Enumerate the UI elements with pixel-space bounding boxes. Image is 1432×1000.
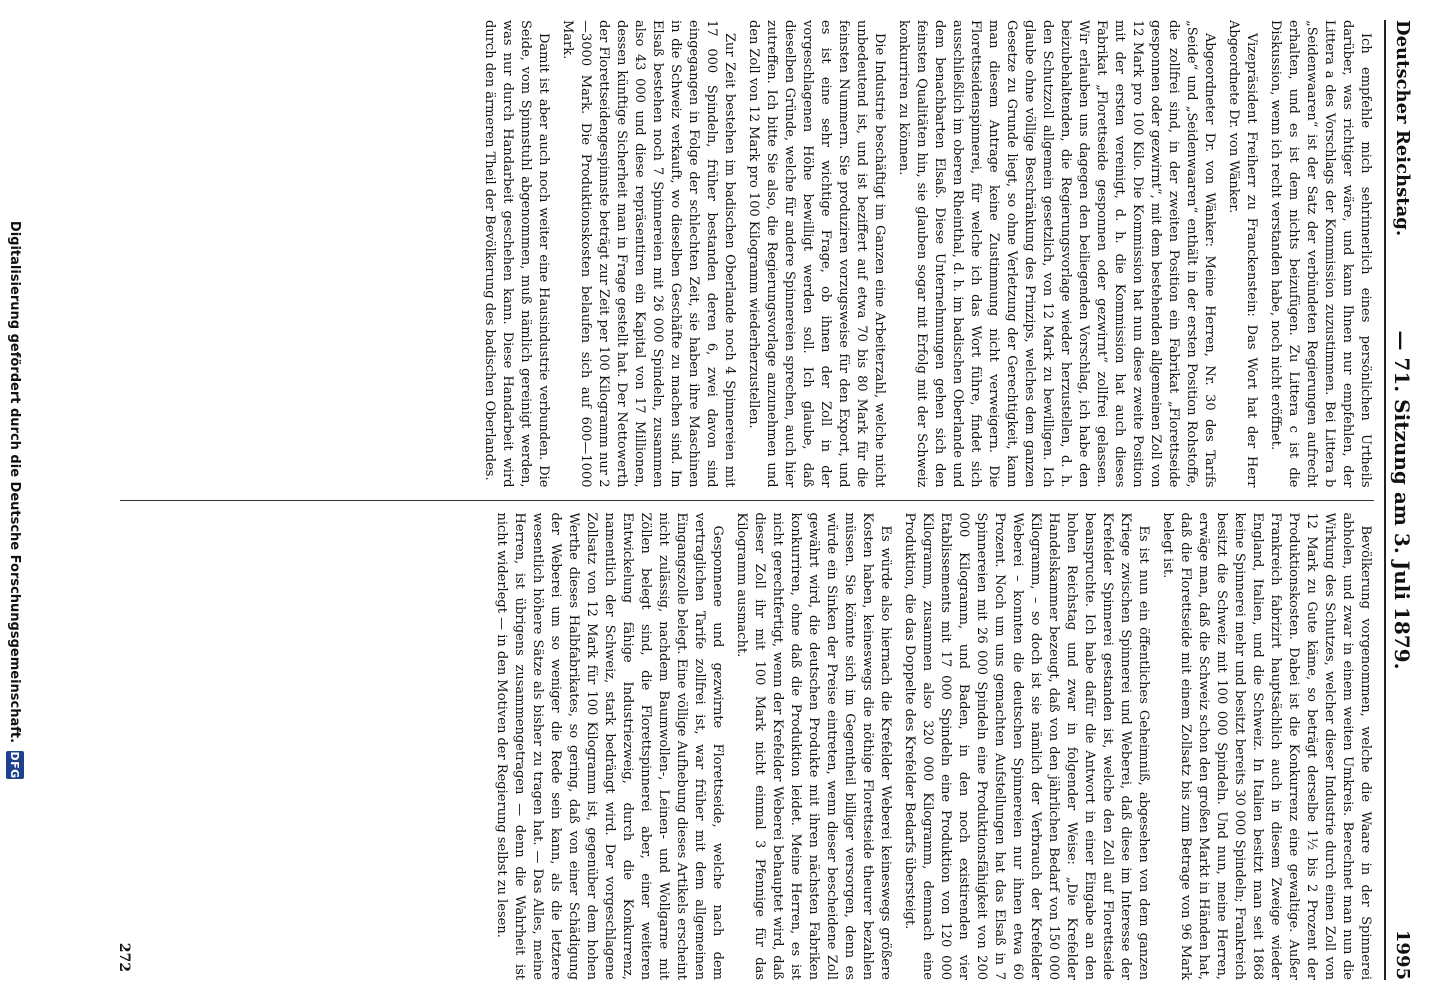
paragraph: Ich empfehle mich sehrinnerlich eines persönlichen Urtheils darüber, was richtiger wäre, und kann Ihnen nur empfehlen, der Littera a des Vorschlags der Kommission zuzustimmen. Bei Littera b „Seidenwaaren“ ist der Satz der verbündeten Regierungen aufrecht erhalten, und es ist dem nichts beizufügen. Zu Littera c ist die Diskussion, wenn ich recht verstanden habe, noch nicht eröffnet.: [1268, 20, 1373, 488]
page-header: [1388, 20, 1416, 980]
dfg-logo: DFG: [6, 751, 24, 779]
header-rule: [1384, 20, 1386, 980]
header-publication: Deutscher Reichstag.: [1392, 20, 1413, 237]
paragraph: Abgeordneter Dr. von Wänker: Meine Herren, Nr. 30 des Tarifs „Seide“ und „Seidenwaaren“ enthält in der ersten Position Rohstoffe, die zollfrei sind, in der zweiten Position ein Fabrikat „Florettseide gesponnen oder gezwirnt“, mit dem bestehenden allgemeinen Zoll von 12 Mark pro 100 Kilo. Die Kommission hat nun diese zweite Position mit der ersten vereinigt, d. h. die Kommission hat auch dieses Fabrikat „Florettseide gesponnen oder gezwirnt“ zollfrei gelassen. Wir erlauben uns dagegen den beiliegenden Vorschlag, ich habe den beizubehaltenden, die Regierungsvorlage wieder herzustellen, d. h. den Schutzzoll allgemein gesetzlich, von 12 Mark zu bewilligen. Ich glaube ohne völlige Beschränkung des Prinzips, welches dem ganzen Gesetze zu Grunde liegt, so ohne Verletzung der Gerechtigkeit, kann man diesem Antrage keine Zustimmung nicht verweigern. Die Florettseidenspinnerei, für welche ich das Wort führe, findet sich ausschließlich im oberen Rheinthal, d. h. im badischen Oberlande und dem benachbarten Elsaß. Diese Unternehmungen gehen sich den feinsten Qualitäten hin, sie glauben sogar mit Erfolg mit der Schweiz konkurriren zu können.: [896, 20, 1217, 488]
column-left: [120, 20, 1374, 488]
header-session: — 71. Sitzung am 3. Juli 1879.: [1390, 330, 1414, 670]
paragraph: Zur Zeit bestehen im badischen Oberlande noch 4 Spinnereien mit 17 000 Spindeln, früher bestanden deren 6, zwei davon sind eingegangen in Folge der schlechten Zeit, sie haben ihre Maschinen in die Schweiz verkauft, wo dieselben Geschäfte zu machen sind. Im Elsaß bestehen noch 7 Spinnereien mit 26 000 Spindeln, zusammen also 43 000 und diese repräsentiren ein Kapital von 17 Millionen, dessen künftige Sicherheit man in Frage gestellt hat. Der Nettowerth der Florettseidengespinnste beträgt zur Zeit per 100 Kilogramm nur 2—3000 Mark. Die Produktionskosten belaufen sich auf 600—1000 Mark.: [560, 20, 737, 488]
header-page-number: 1995: [1392, 929, 1413, 980]
paragraph: Es ist nun ein öffentliches Geheimniß, abgesehen von dem ganzen Kriege zwischen Spinnerei und Weberei, daß diese im Interesse der Krefelder Spinnerei gestanden ist, welche den Zoll auf Florettseide beanspruchte. Ich habe dafür die Antwort in einer Eingabe an den hohen Reichstag und zwar in folgender Weise: „Die Krefelder Handelskammer bezeugt, daß von den jährlichen Bedarf von 150 000 Kilogramm, – so doch ist sie nämlich der Verbrauch der Krefelder Weberei – konnten die deutschen Spinnereien nur ihnen etwa 60 Prozent. Noch um uns gemachten Aufstellungen hat das Elsaß in 7 Spinnereien mit 26 000 Spindeln eine Produktionsfähigkeit von 200 000 Kilogramm, und Baden, in den noch existirenden vier Etablissements mit 17 000 Spindeln eine Produktion von 120 000 Kilogramm, zusammen also 320 000 Kilogramm, demnach eine Produktion, die das Doppelte des Krefelder Bedarfs übersteigt.: [902, 512, 1151, 980]
paragraph: Vizepräsident Freiherr zu Franckenstein: Das Wort hat der Herr Abgeordnete Dr. von Wänker.: [1226, 20, 1259, 488]
paragraph: Gesponnene und gezwirnte Florettseide, welche nach dem vertraglichen Tarife zollfrei ist, war früher mit dem allgemeinen Eingangszolle belegt. Eine völlige Aufhebung dieses Artikels erscheint nicht zulässig, nachdem Baumwollen-, Leinen- und Wollgarne mit Zöllen belegt sind, die Florettspinnerei aber, einer weiteren Entwickelung fähige Industriezweig, durch die Konkurrenz, namentlich der Schweiz, stark bedrängt wird. Der vorgeschlagene Zollsatz von 12 Mark für 100 Kilogramm ist, gegenüber dem hohen Werthe dieses Halbfabrikates, so gering, daß von einer Schädigung der Weberei um so weniger die Rede sein kann, als die letztere wesentlich höhere Sätze als bisher zu tragen hat. — Das Alles, meine Herren, ist übrigens zusammengetragen — denn die Wahrheit ist nicht widerlegt — in den Motiven der Regierung selbst zu lesen.: [494, 512, 725, 980]
paragraph: Es würde also hiernach die Krefelder Weberei keineswegs größere Kosten haben, keineswegs die nöthige Florettseide theurer bezahlen müssen. Sie könnte sich im Gegentheil billiger versorgen, denn es würde ein Sinken der Preise eintreten, wenn dieser bescheidene Zoll gewährt wird, die deutschen Produkte mit ihren nächsten Fabriken konkurriren, ohne daß die Produktion leidet. Meine Herren, es ist nicht gerechtfertigt, wenn der Krefelder Weberei behauptet wird, daß dieser Zoll ihr mit 100 Mark nicht einmal 3 Pfennige für das Kilogramm ausmacht.: [734, 512, 893, 980]
paragraph: Damit ist aber auch noch weiter eine Hausindustrie verbunden. Die Seide, vom Spinnstuhl abgenommen, muß nämlich gereinigt werden, was nur durch Handarbeit geschehen kann. Diese Handarbeit wird durch den ärmeren Theil der Bevölkerung des badischen Oberlandes.: [482, 20, 551, 488]
page-footer-number: 272: [116, 942, 132, 972]
column-divider: [120, 500, 1374, 501]
paragraph: Bevölkerung vorgenommen, welche die Waare in der Spinnerei abholen, und zwar in einem weiten Umkreis. Berechnet man nun die Wirkung des Schutzes, welcher dieser Industrie durch einen Zoll von 12 Mark zu Gute käme, so beträgt derselbe 1½ bis 2 Prozent der Produktionskosten. Dabei ist die Konkurrenz eine gewaltige. Außer Frankreich fabrizirt hauptsächlich auch in diesem Zweige wieder England, Italien, und die Schweiz. In Italien besitzt man seit 1868 keine Spinnerei mehr und besitzt bereits 30 000 Spindeln; Frankreich besitzt die Schweiz mit 100 000 Spindeln. Und nun, meine Herren, erwäge man, daß die Schweiz schon den großen Markt in Händen hat, daß die Florettseide mit einem Zollsatz bis zum Betrage von 96 Mark belegt ist.: [1160, 512, 1373, 980]
digitization-credit-text: Digitalisierung gefördert durch die Deutsche Forschungsgemeinschaft.: [7, 220, 23, 744]
paragraph: Die Industrie beschäftigt im Ganzen eine Arbeiterzahl, welche nicht unbedeutend ist, und ist beziffert auf etwa 70 bis 80 Mark für die feinsten Nummern. Sie produziren vorzugsweise für den Export, und es ist eine sehr wichtige Frage, ob ihnen der Zoll in der vorgeschlagenen Höhe bewilligt werden soll. Ich glaube, daß dieselben Gründe, welche für andere Spinnereien sprechen, auch hier zutreffen. Ich bitte Sie also, die Regierungsvorlage anzunehmen und den Zoll von 12 Mark pro 100 Kilogramm wiederherzustellen.: [746, 20, 887, 488]
text-columns: [120, 20, 1374, 980]
column-right: [120, 513, 1374, 981]
digitization-credit: [6, 10, 24, 990]
